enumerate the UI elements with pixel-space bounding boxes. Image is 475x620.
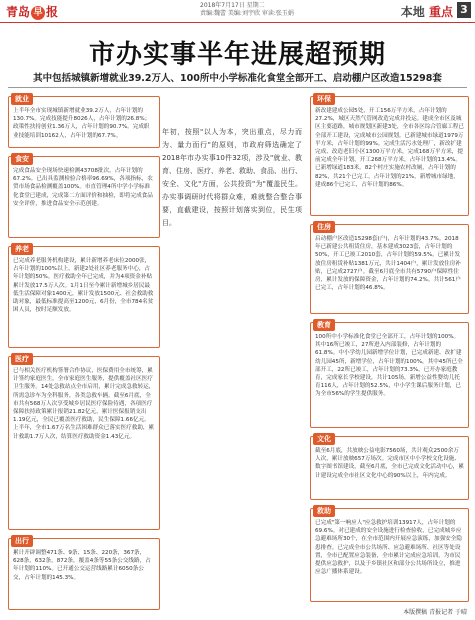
block-text: 完成食品安全现场快速检测43708批次，占年计划的67.2%。已出具监测检验合格率96.69%，各项指标，农贸市场食品检测覆盖100%。市直管理4所中学小学标准化食堂已建成，完成第二方面评价和抽检，即将完成食品安全评价，推进食品安全示范创建。 bbox=[13, 168, 153, 207]
block-education bbox=[310, 322, 469, 428]
block-text: 已与相关医疗机构签署合作协议，医保费用全市统筹，累计签约家庭医生，全市家庭医生服务，提供覆盖社区医疗卫生服务。14处急救站点全市启用，累计完成急救转运，所需急诊车为全科服务，各类急救车辆。截至6月底，全市共有568万人次享受城乡居民医疗保险待遇，各项医疗保障扶持政策累计报销21.82亿元。累计医保报销支出1.19亿元，全民已覆盖医疗救助，民生保障1.66亿元。上半年，全市1.67万名生活困难群众已落实医疗救助，累计救助1.7万人次，结算医疗救助资金1.43亿元。 bbox=[13, 368, 155, 440]
block-employment bbox=[8, 96, 160, 148]
logo-text-right: 报 bbox=[46, 5, 59, 19]
block-text: 截至6月底，共放映公益电影7560场，共计观众2500余万人次，累计放映657万场次。完成市区中小学校文化设施、数字图书馆建设，截至6月底，全市已完成文化活动中心，累计建设完成全市社区文化中心的90%以上，年内完成。 bbox=[315, 448, 464, 479]
block-medical bbox=[8, 356, 160, 530]
block-text: 新改建建成公园5处，开工156万平方米，占年计划的27.2%，城区天然气管网改造完成并投运。建成全市区及城区主要道路，城市规划区新建3处，全市各区综合管廊工程已全部开工建设，完成城市公园规划。已新建城市绿道1979万平方米，占年计划的99%。完成生活污水处理厂，新改扩建完成、改造老旧小区1300万平方米，完成168万平方米，提前完成全年计划，开工268万平方米，占年计划的13.4%。已新增绿道183米。82个村庄实施农村改厕，占年计划的82%，共21个已完工，占年计划的21%，新增城市绿地，建成86个已完工，占年计划的86%。 bbox=[315, 108, 464, 188]
editor-credits: 责编:魏蕾 美编:刘宇欣 审读:张玉娟 bbox=[200, 10, 294, 17]
block-text: 上半年全市实现城镇新增就业39.2万人，占年计划的130.7%。完成技能提升8026人，占年计划的26.8%；政策性扶持创业1.36万人，占年计划的90.7%。完成职业技能培训10162人，占年计划的67.7%。 bbox=[13, 108, 151, 139]
block-rescue bbox=[310, 508, 469, 602]
block-housing bbox=[310, 224, 469, 314]
issue-meta bbox=[200, 2, 294, 18]
section-title bbox=[401, 3, 453, 20]
block-tag: 就业 bbox=[11, 93, 33, 105]
divider bbox=[8, 87, 467, 88]
page-subtitle: 其中包括城镇新增就业39.2万人、100所中小学标准化食堂全部开工、启动棚户区改造15298套 bbox=[33, 73, 442, 84]
masthead bbox=[0, 0, 475, 23]
block-tag: 医疗 bbox=[11, 353, 33, 365]
section-highlight: 重点 bbox=[428, 5, 453, 19]
block-tag: 文化 bbox=[313, 433, 335, 445]
block-tag: 教育 bbox=[313, 319, 335, 331]
section-name: 本地 bbox=[400, 5, 425, 19]
block-text: 已完成养老服务机构建设，累计新增养老床位2000张，占年计划的100%以上。新建2处社区养老服务中心，占年计划的50%。医疗救助全年已完成，并为4项资金补贴累计发放17.5万人次。1月1日至今累计新增城乡居民最低生活保障对象1400元，累计发放1500元、社会救助救助对象，最低标准提高至1200元，6月份，全市784名贫困人员，按时足额发放。 bbox=[13, 258, 154, 314]
block-tag: 救助 bbox=[313, 505, 335, 517]
block-transit bbox=[8, 538, 160, 610]
block-environment bbox=[310, 96, 469, 216]
block-tag: 住房 bbox=[313, 221, 335, 233]
issue-date: 2018年7月17日 星期二 bbox=[200, 2, 265, 9]
page-title: 市办实事半年进展超预期 bbox=[88, 40, 386, 70]
block-text: 启动棚户区改造15298套(户)，占年计划的43.7%。2018年已新建公共租赁住房，基本建成3023套，占年计划的50%，开工已竣工2010套，占年计划的59.5%。已累计发放住房租赁补贴1381万元，共计1404户，累计发放住房补贴，已完成2727户。截至6月底全市共有5790户保障性住房，累计发放的保障资金，占年计划的74.2%。共计561户已完工，占年计划的46.8%。 bbox=[315, 236, 461, 292]
block-text: 100所中小学标准化食堂已全部开工，占年计划的100%。其中16所已竣工，27所进入内部装修，占年计划的61.8%。中小学幼儿园新增学位计划，已完成新建、改扩建幼儿园45所，新增学位，占年计划的100%，其中45所已全部开工，22所已竣工，占年计划的73.3%。已开办家庭教育，完成家长学校建设，共计105场，新增公益性婴幼儿托育116人，占年计划的52.5%，中小学生课后服务计划，已为全市56%的学生提供服务。 bbox=[315, 334, 463, 398]
block-food-safety bbox=[8, 156, 160, 238]
block-tag: 环保 bbox=[313, 93, 335, 105]
block-culture bbox=[310, 436, 469, 500]
page-number: 3 bbox=[457, 2, 471, 18]
newspaper-logo bbox=[6, 3, 58, 20]
block-text: 已完成"第一响应人"应急救护培训13917人，占年计划的69.6%。对已建成的安全设施进行检查验收，已完成城乡应急避难场所30个，在全市范围内开展应急演练，加强安全隐患排查。已完成全市公共场所、应急避难场所、社区等处设置，全市已配置应急装备，全市累计完成应急培训，为市民提供应急救护，以及于乡镇社区和部分公共场所设立，推进应急广播体系建设。 bbox=[315, 520, 462, 576]
block-text: 累计开辟调整471条、9条、15条、220条，367条，628条，632条，872条，覆盖4条等55条公交线路，占年计划的110%。已开通公交运营线路累计6050条公交，占年计划的145.3%。 bbox=[13, 550, 151, 581]
block-tag: 养老 bbox=[11, 243, 33, 255]
logo-dot-icon: 早 bbox=[31, 6, 45, 20]
block-elderly-care bbox=[8, 246, 160, 348]
block-tag: 食安 bbox=[11, 153, 33, 165]
intro-column: 年初，按照"以人为本，突出重点，尽力而为、量力而行"的原则，市政府筛选确定了2018年市办实事10件32项，涉及"就业、教育、住房、医疗、养老、救助、食品、出行、安全、文化"方面，公共投资"为"覆盖民生。办实事调研时代将群众难，难就整合整合事要，直截建设，按照计划落实到位，民生项目。 bbox=[162, 128, 302, 227]
logo-text-left: 青岛 bbox=[6, 5, 31, 19]
block-tag: 出行 bbox=[11, 535, 33, 547]
byline: 本版撰稿 青报记者 于晴 bbox=[403, 609, 467, 616]
